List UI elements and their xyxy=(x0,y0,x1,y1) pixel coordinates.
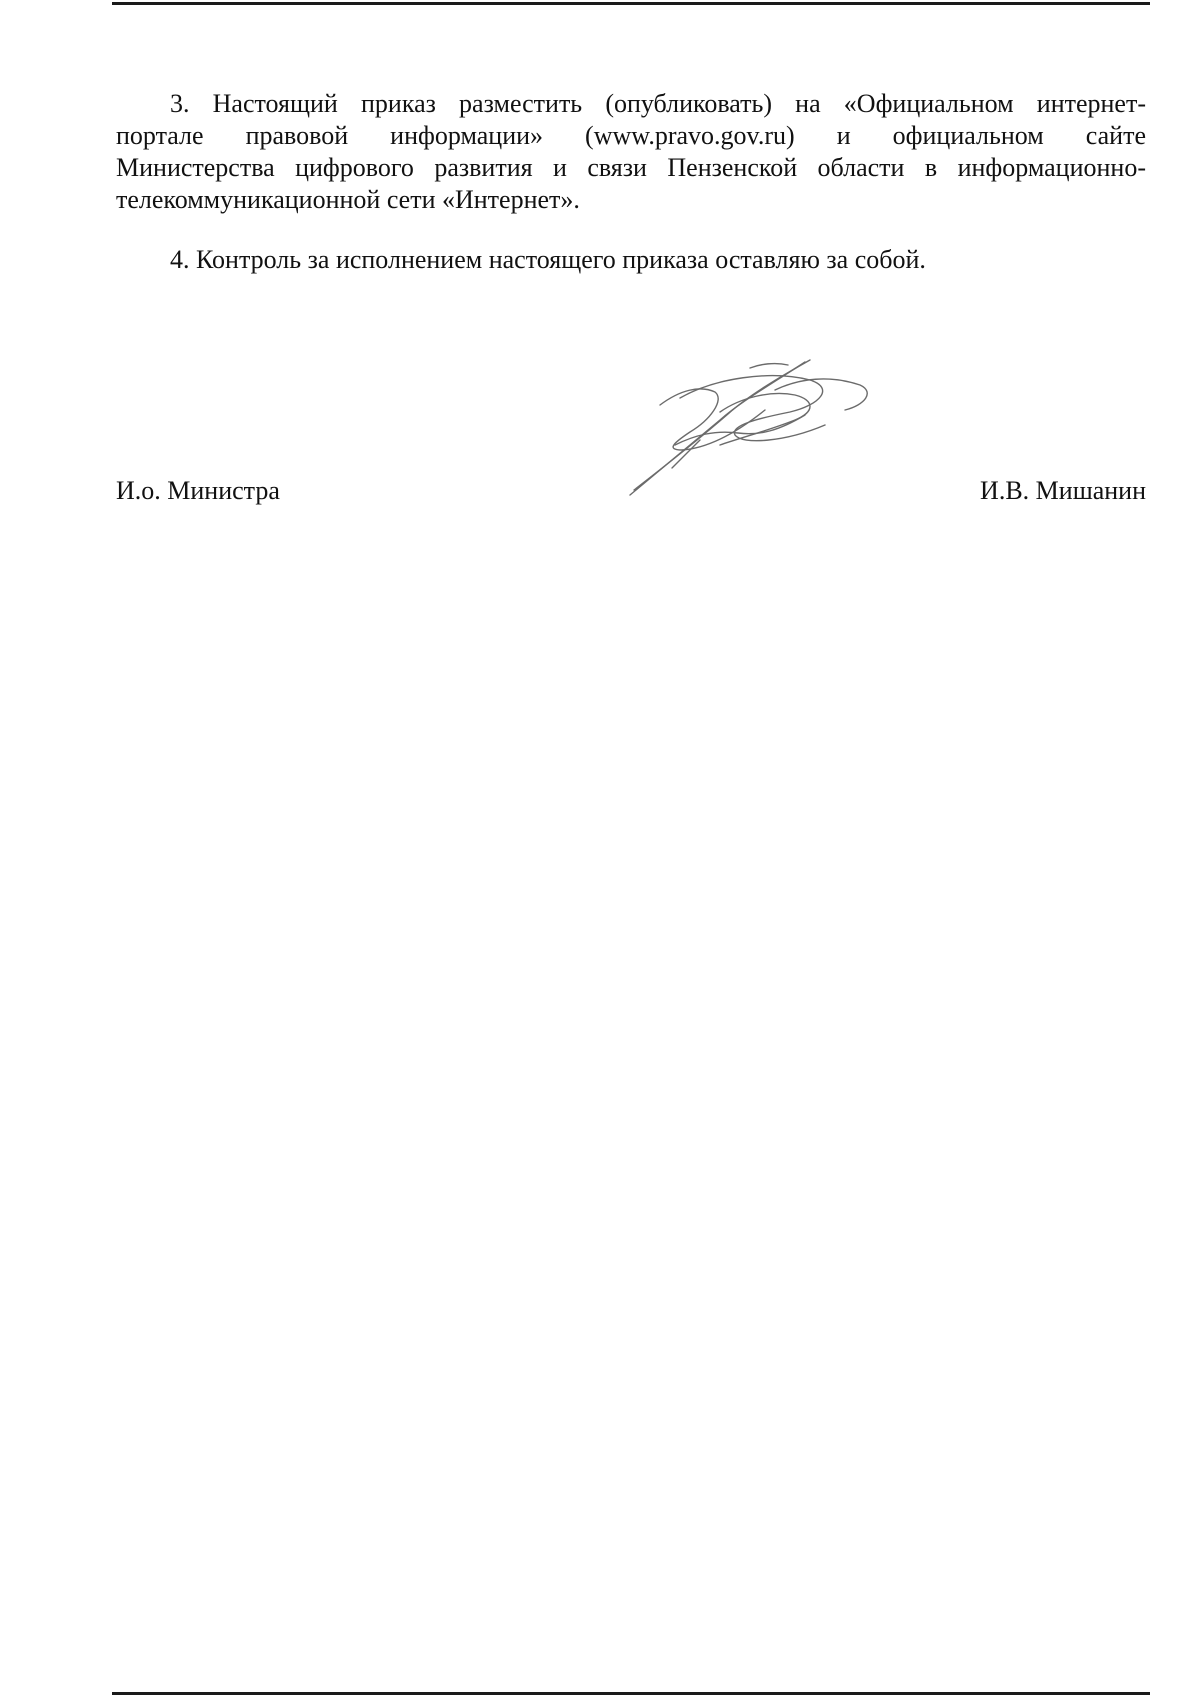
paragraph-3-line-4: телекоммуникационной сети «Интернет». xyxy=(116,185,580,214)
paragraph-3 xyxy=(116,88,1146,216)
paragraph-4 xyxy=(116,244,1146,276)
paragraph-3-line-3: Министерства цифрового развития и связи Пензенской области в информационно- xyxy=(116,153,1146,182)
position-title: И.о. Министра xyxy=(116,476,280,505)
top-rule xyxy=(112,2,1150,5)
paragraph-3-line-2: портале правовой информации» (www.pravo.gov.ru) и официальном сайте xyxy=(116,121,1146,150)
signer-name: И.В. Мишанин xyxy=(980,476,1146,505)
signature-block xyxy=(116,475,1146,509)
paragraph-4-text: 4. Контроль за исполнением настоящего приказа оставляю за собой. xyxy=(170,245,926,274)
paragraph-3-line-1: 3. Настоящий приказ разместить (опубликовать) на «Официальном интернет- xyxy=(170,89,1146,118)
bottom-rule xyxy=(112,1692,1150,1695)
